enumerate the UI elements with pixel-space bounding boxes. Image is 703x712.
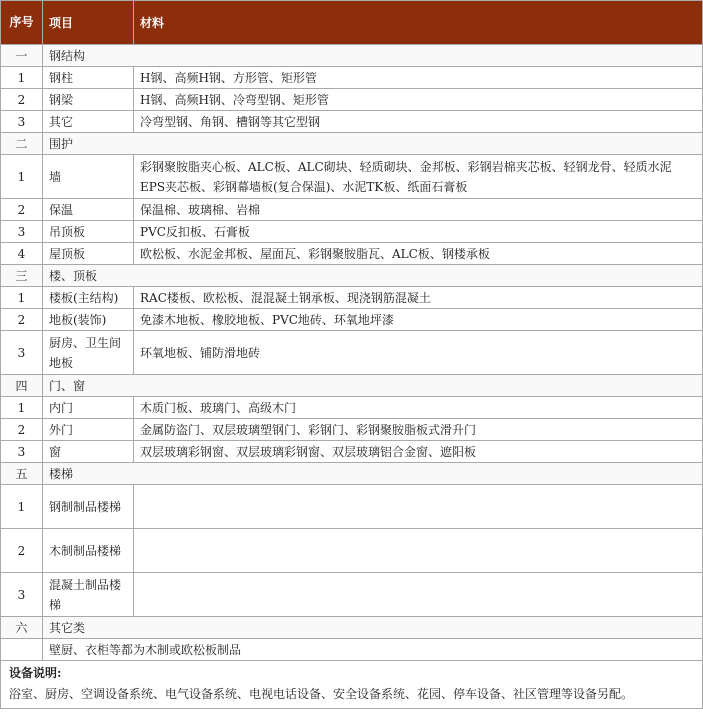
row-number: 1: [1, 67, 43, 89]
section-number: 一: [1, 45, 43, 67]
row-item: 壁厨、衣柜等都为木制或欧松板制品: [43, 639, 703, 661]
row-material: [134, 529, 703, 573]
section-row: [1, 617, 703, 639]
row-item: 其它: [43, 111, 134, 133]
table-row: [1, 243, 703, 265]
row-number: 3: [1, 441, 43, 463]
section-row: [1, 45, 703, 67]
row-item: 厨房、卫生间地板: [43, 331, 134, 375]
table-row: [1, 199, 703, 221]
section-title: 围护: [43, 133, 703, 155]
row-number: 1: [1, 155, 43, 199]
header-no: 序号: [1, 1, 43, 45]
row-number: 3: [1, 221, 43, 243]
table-row: [1, 485, 703, 529]
table-row: [1, 639, 703, 661]
row-number: 2: [1, 89, 43, 111]
row-material: RAC楼板、欧松板、混混凝土钢承板、现浇钢筋混凝土: [134, 287, 703, 309]
section-title: 楼梯: [43, 463, 703, 485]
notes-cell: [1, 661, 703, 709]
row-material: 欧松板、水泥金邦板、屋面瓦、彩钢聚胺脂瓦、ALC板、钢楼承板: [134, 243, 703, 265]
row-material: 金属防盗门、双层玻璃塑钢门、彩钢门、彩钢聚胺脂板式滑升门: [134, 419, 703, 441]
row-material: 木质门板、玻璃门、高级木门: [134, 397, 703, 419]
notes-text: 浴室、厨房、空调设备系统、电气设备系统、电视电话设备、安全设备系统、花园、停车设备、社区管理等设备另配。: [9, 687, 634, 701]
section-number: 二: [1, 133, 43, 155]
table-row: [1, 155, 703, 199]
row-number: 2: [1, 419, 43, 441]
table-row: [1, 397, 703, 419]
row-item: 屋顶板: [43, 243, 134, 265]
row-item: 外门: [43, 419, 134, 441]
section-number: 六: [1, 617, 43, 639]
table-row: [1, 309, 703, 331]
row-item: 内门: [43, 397, 134, 419]
row-material: 免漆木地板、橡胶地板、PVC地砖、环氧地坪漆: [134, 309, 703, 331]
table-row: [1, 89, 703, 111]
section-row: [1, 375, 703, 397]
row-item: 楼板(主结构): [43, 287, 134, 309]
row-material: [134, 485, 703, 529]
row-item: 吊顶板: [43, 221, 134, 243]
row-number: 1: [1, 485, 43, 529]
row-number: 2: [1, 199, 43, 221]
section-title: 其它类: [43, 617, 703, 639]
row-item: 钢制制品楼梯: [43, 485, 134, 529]
section-number: 四: [1, 375, 43, 397]
row-item: 墙: [43, 155, 134, 199]
row-number: 1: [1, 397, 43, 419]
row-number: 1: [1, 287, 43, 309]
row-item: 保温: [43, 199, 134, 221]
row-item: 地板(装饰): [43, 309, 134, 331]
row-item: 窗: [43, 441, 134, 463]
table-header: [1, 1, 703, 45]
section-row: [1, 463, 703, 485]
table-row: [1, 331, 703, 375]
row-number: 3: [1, 331, 43, 375]
row-number: 3: [1, 573, 43, 617]
section-number: 五: [1, 463, 43, 485]
table-row: [1, 573, 703, 617]
header-material: 材料: [134, 1, 703, 45]
equipment-notes: [1, 661, 703, 709]
row-item: 钢柱: [43, 67, 134, 89]
row-material: PVC反扣板、石膏板: [134, 221, 703, 243]
row-item: 混凝土制品楼梯: [43, 573, 134, 617]
row-item: 钢梁: [43, 89, 134, 111]
notes-title: 设备说明:: [9, 666, 62, 680]
row-number: 2: [1, 529, 43, 573]
row-material: [134, 573, 703, 617]
header-item: 项目: [43, 1, 134, 45]
table-row: [1, 67, 703, 89]
table-row: [1, 111, 703, 133]
section-row: [1, 265, 703, 287]
row-item: 木制制品楼梯: [43, 529, 134, 573]
table-row: [1, 441, 703, 463]
table-row: [1, 287, 703, 309]
row-material: 环氧地板、铺防滑地砖: [134, 331, 703, 375]
row-material: 冷弯型钢、角钢、槽钢等其它型钢: [134, 111, 703, 133]
section-title: 钢结构: [43, 45, 703, 67]
row-number: 2: [1, 309, 43, 331]
section-title: 门、窗: [43, 375, 703, 397]
row-material: 保温棉、玻璃棉、岩棉: [134, 199, 703, 221]
section-number: 三: [1, 265, 43, 287]
row-material: 双层玻璃彩钢窗、双层玻璃彩钢窗、双层玻璃铝合金窗、遮阳板: [134, 441, 703, 463]
row-number: 3: [1, 111, 43, 133]
row-number: [1, 639, 43, 661]
row-material: H钢、高频H钢、方形管、矩形管: [134, 67, 703, 89]
table-row: [1, 221, 703, 243]
row-material: H钢、高频H钢、冷弯型钢、矩形管: [134, 89, 703, 111]
row-material: 彩钢聚胺脂夹心板、ALC板、ALC砌块、轻质砌块、金邦板、彩钢岩棉夹芯板、轻钢龙骨、轻质水泥EPS夹芯板、彩钢幕墙板(复合保温)、水泥TK板、纸面石膏板: [134, 155, 703, 199]
row-number: 4: [1, 243, 43, 265]
table-row: [1, 529, 703, 573]
table-row: [1, 419, 703, 441]
section-title: 楼、顶板: [43, 265, 703, 287]
section-row: [1, 133, 703, 155]
